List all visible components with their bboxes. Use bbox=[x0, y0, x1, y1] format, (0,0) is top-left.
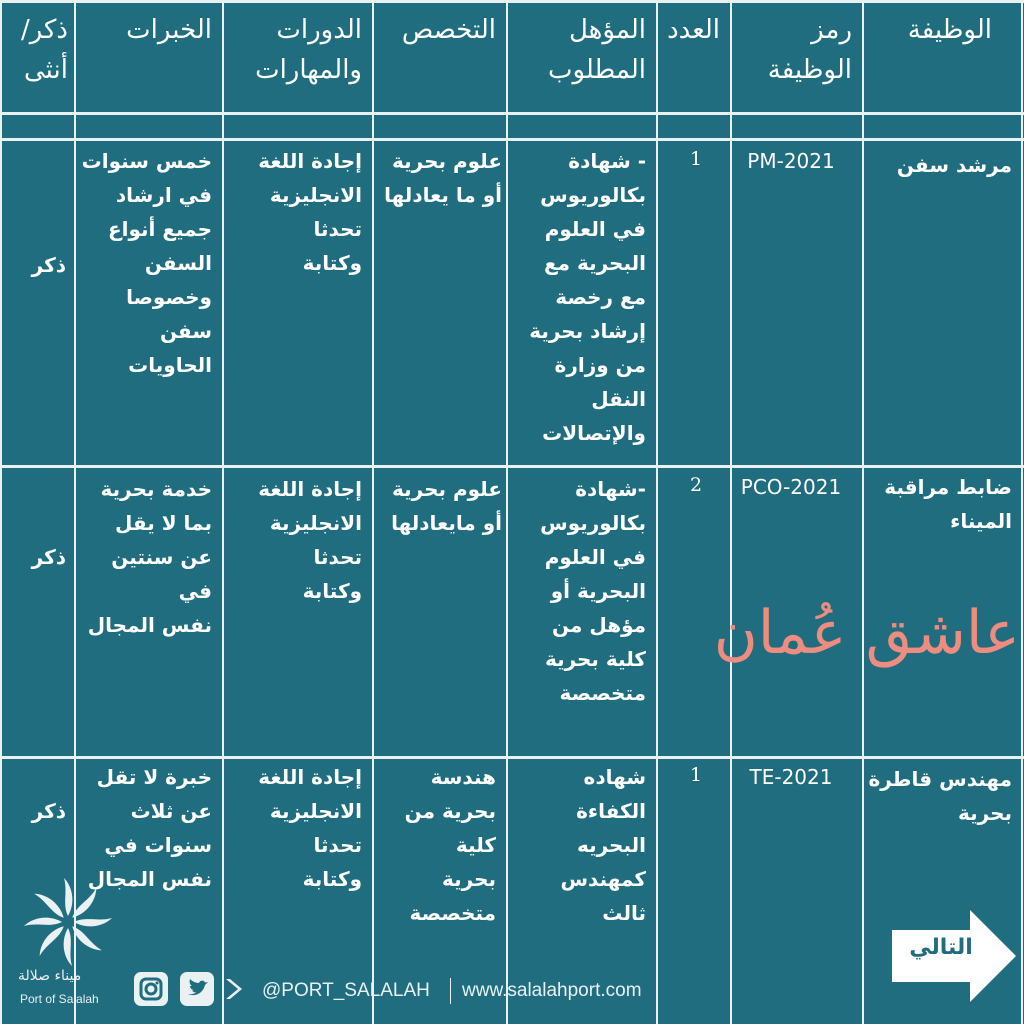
row2-experience: خدمة بحرية بما لا يقل عن سنتين في نفس المجال bbox=[87, 477, 212, 637]
row2-specialization: علوم بحرية أو مايعادلها bbox=[391, 477, 502, 535]
row2-job: ضابط مراقبة الميناء bbox=[884, 475, 1012, 533]
header-specialization: التخصص bbox=[401, 15, 496, 45]
row2-courses: إجادة اللغة الانجليزية تحدثا وكتابة bbox=[258, 477, 362, 603]
row3-courses: إجادة اللغة الانجليزية تحدثا وكتابة bbox=[258, 765, 362, 891]
header-count: العدد bbox=[667, 15, 720, 45]
grid-line bbox=[0, 0, 1024, 3]
row1-experience: خمس سنوات في ارشاد جميع أنواع السفن وخصوصا سفن الحاويات bbox=[81, 149, 212, 377]
twitter-icon[interactable] bbox=[180, 972, 214, 1006]
row3-count: 1 bbox=[690, 764, 703, 786]
row3-specialization: هندسة بحرية من كلية بحرية متخصصة bbox=[404, 765, 496, 925]
row1-code: PM-2021 bbox=[747, 149, 835, 173]
row3-qualification: شهاده الكفاءة البحريه كمهندس ثالث bbox=[560, 765, 646, 925]
brand-english: Port of Salalah bbox=[20, 992, 99, 1006]
row2-count: 2 bbox=[690, 474, 703, 496]
row1-gender: ذكر bbox=[31, 253, 66, 277]
row3-gender: ذكر bbox=[31, 799, 66, 823]
row1-courses: إجادة اللغة الانجليزية تحدثا وكتابة bbox=[258, 149, 362, 275]
chevron-right-icon bbox=[226, 977, 250, 1001]
header-job: الوظيفة bbox=[907, 15, 992, 45]
grid-line bbox=[656, 0, 658, 1024]
header-experience: الخبرات bbox=[126, 15, 212, 45]
row1-specialization: علوم بحرية أو ما يعادلها bbox=[384, 149, 502, 207]
social-handle[interactable]: @PORT_SALALAH bbox=[262, 980, 430, 1001]
header-courses: الدورات والمهارات bbox=[255, 15, 362, 85]
footer-separator bbox=[450, 978, 451, 1004]
brand-arabic: ميناء صلالة bbox=[18, 968, 82, 984]
grid-line bbox=[0, 465, 1024, 468]
grid-line bbox=[0, 0, 2, 1024]
row1-count: 1 bbox=[690, 148, 703, 170]
website-link[interactable]: www.salalahport.com bbox=[462, 980, 642, 1001]
row2-gender: ذكر bbox=[31, 545, 66, 569]
row3-code: TE-2021 bbox=[749, 765, 833, 789]
logo-star-icon bbox=[18, 872, 118, 972]
row3-job: مهندس قاطرة بحرية bbox=[868, 767, 1012, 825]
row1-qualification: - شهادة بكالوريوس في العلوم البحرية مع مع رخصة إرشاد بحرية من وزارة النقل والإتصالات bbox=[529, 149, 646, 445]
row2-code: PCO-2021 bbox=[740, 475, 842, 499]
grid-line bbox=[0, 756, 1024, 759]
row1-job: مرشد سفن bbox=[896, 153, 1012, 177]
row2-qualification: -شهادة بكالوريوس في العلوم البحرية أو مؤهل من كلية بحرية متخصصة bbox=[540, 477, 646, 705]
header-gender: ذكر/ أنثى bbox=[20, 15, 68, 85]
next-button-label[interactable]: التالي bbox=[909, 935, 973, 960]
header-code: رمز الوظيفة bbox=[767, 15, 852, 85]
row3-experience: خبرة لا تقل عن ثلاث سنوات في نفس المجال bbox=[87, 765, 212, 891]
grid-line bbox=[0, 112, 1024, 115]
instagram-icon[interactable] bbox=[134, 972, 168, 1006]
grid-line bbox=[0, 138, 1024, 141]
header-qualification: المؤهل المطلوب bbox=[547, 15, 646, 85]
watermark-text: عاشق عُمان bbox=[713, 598, 1020, 668]
